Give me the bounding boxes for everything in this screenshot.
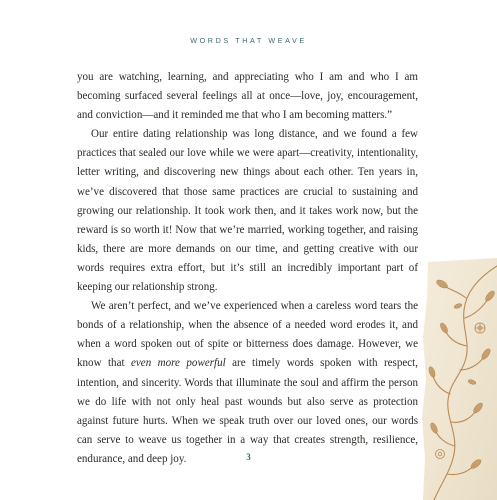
paragraph-1: you are watching, learning, and appreciating who I am and who I am becoming surfaced several feelings all at once—love, joy, encouragement, and conviction—and it reminded me that who I am becoming matters.” (77, 71, 418, 122)
paragraph-3-start: We aren’t perfect, and we’ve experienced when a careless word tears the bonds of a relationship, when the absence of a needed word erodes it, and when a word spoken out of spite or bitterness does damage. However, we know that (77, 300, 418, 370)
vine-illustration-icon (420, 258, 497, 500)
paragraph-3-end: are timely words spoken with respect, intention, and sincerity. Words that illuminate the soul and affirm the person we do life with not only heal past wounds but also serve as protection against future hurts. When we speak truth over our loved ones, our words can serve to weave us together in a way that creates strength, resilience, endurance, and deep joy. (77, 357, 418, 465)
body-text (77, 68, 418, 469)
running-head: WORDS THAT WEAVE (190, 36, 307, 45)
paragraph-2: Our entire dating relationship was long distance, and we found a few practices that sealed our love while we were apart—creativity, intentionality, letter writing, and discovering new things about each other. Ten years in, we’ve discovered that those same practices are crucial to sustaining and growing our relationship. It took work then, and it takes work now, but the reward is so worth it! Now that we’re married, working together, and raising kids, there are more demands on our time, and getting creative with our words requires extra effort, but it’s still an incredibly important part of keeping our relationship strong. (77, 128, 418, 294)
emphasis-text: even more powerful (131, 357, 226, 370)
page-number: 3 (246, 452, 251, 462)
botanical-illustration (420, 258, 497, 500)
paragraph-3 (77, 297, 418, 469)
